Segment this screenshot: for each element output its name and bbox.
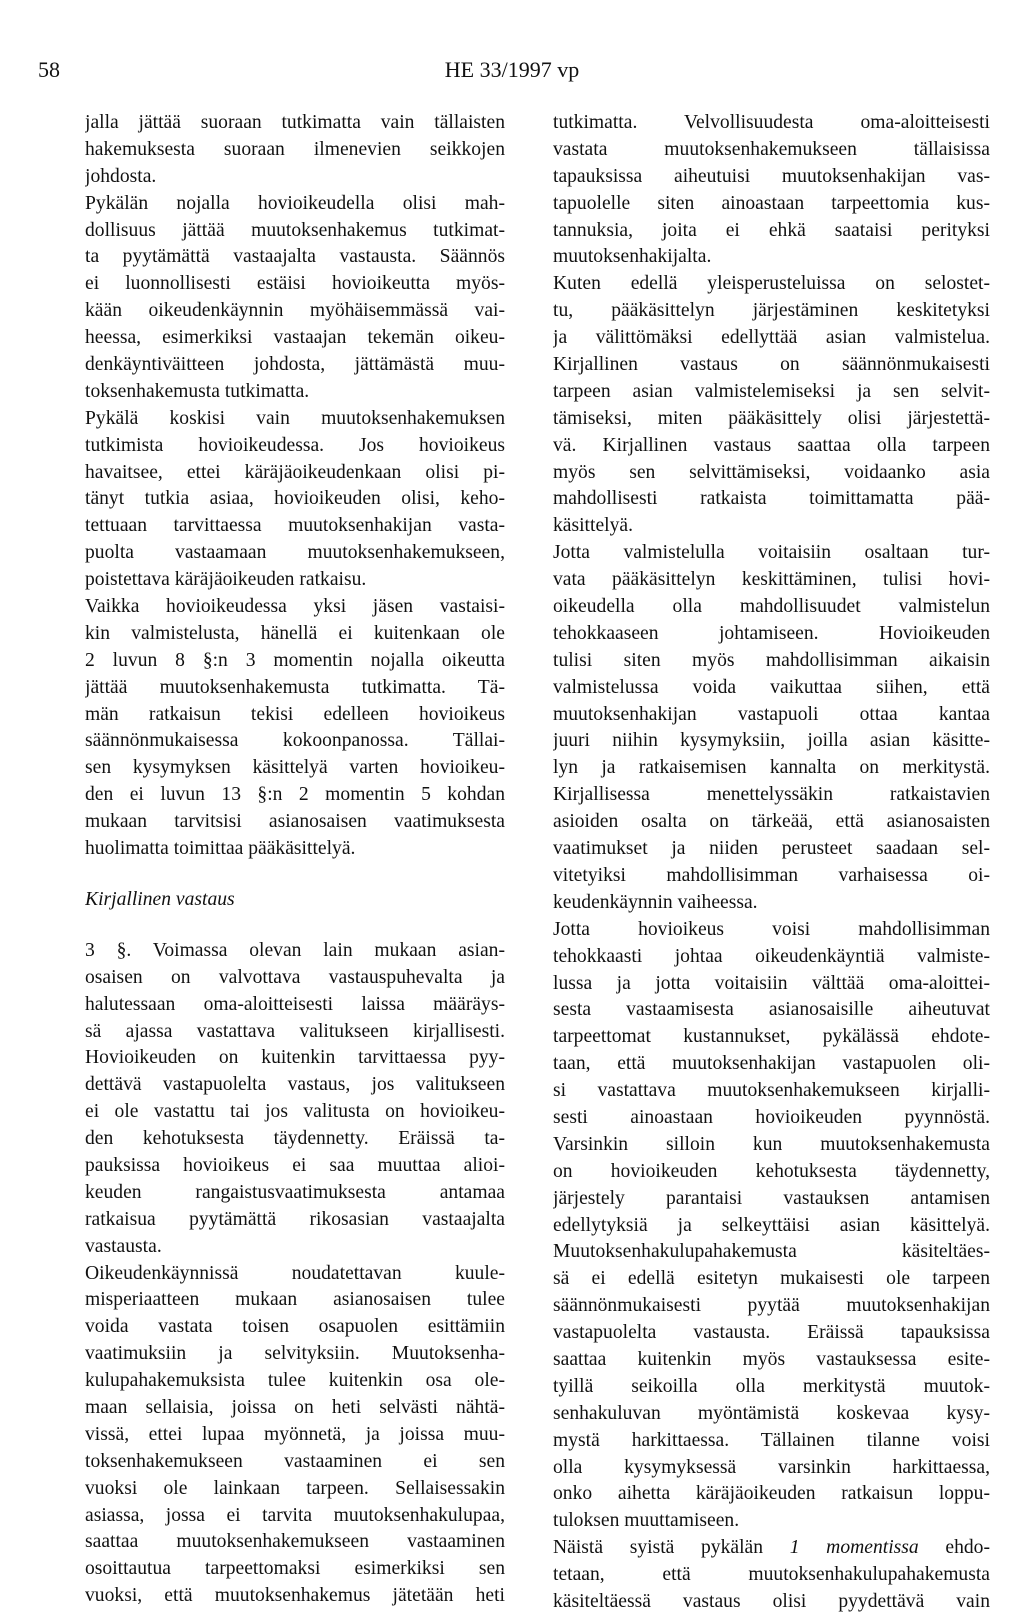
text-line: vä. Kirjallinen vastaus saattaa olla tarpeen (553, 434, 990, 456)
text-line: keuden rangaistusvaatimuksesta antamaa (85, 1181, 505, 1203)
text-line: den ei luvun 13 §:n 2 momentin 5 kohdan (85, 784, 505, 806)
text-line: vissä, ettei lupaa myönnetä, ja joissa muu- (85, 1423, 505, 1445)
text-line: Pykälän nojalla hovioikeudella olisi mah- (85, 192, 505, 214)
text-line: vaatimuksiin ja selvityksiin. Muutoksenha- (85, 1343, 505, 1365)
running-header: HE 33/1997 vp (444, 57, 580, 82)
section-heading: Kirjallinen vastaus (85, 888, 235, 910)
text-line: on hovioikeuden kehotuksesta täydennetty, (553, 1160, 990, 1182)
text-line: vuoksi ole lainkaan tarpeen. Sellaisessakin (85, 1477, 505, 1499)
text-line: Kirjallisessa menettelyssäkin ratkaistavien (553, 784, 990, 806)
text-line: tuloksen muuttamiseen. (553, 1510, 740, 1532)
text-line: mahdollisesti ratkaista toimittamatta pää- (553, 488, 990, 510)
text-line: valmistelussa voida vaikuttaa siihen, että (553, 676, 990, 698)
text-line: säännönmukaisesti pyytää muutoksenhakijan (553, 1295, 990, 1317)
text-line: vata pääkäsittelyn keskittäminen, tulisi hovi- (553, 569, 990, 591)
text-line: vitetyiksi mahdollisimman varhaisessa oi- (553, 864, 990, 886)
text-line: si vastattava muutoksenhakemukseen kirjalli- (553, 1080, 990, 1102)
paragraph-gap (85, 863, 505, 887)
text-span: Näistä syistä pykälän (553, 1537, 790, 1559)
text-line: osaisen on valvottava vastauspuhevalta ja (85, 966, 505, 988)
text-line: käsittelyä. (553, 515, 633, 537)
paragraph-gap (85, 914, 505, 938)
text-line: sesti ainoastaan hovioikeuden pyynnöstä. (553, 1106, 990, 1128)
text-line: keudenkäynnin vaiheessa. (553, 891, 758, 913)
text-line: tetaan, että muutoksenhakulupahakemusta (553, 1564, 990, 1586)
text-line: maan sellaisia, joissa on heti selvästi nähtä- (85, 1396, 505, 1418)
text-line: pauksissa hovioikeus ei saa muuttaa alioi- (85, 1154, 505, 1176)
text-line: tapuolelle siten ainoastaan tarpeettomia kus- (553, 192, 990, 214)
italic-span: 1 momentissa (789, 1537, 919, 1559)
text-line: johdosta. (85, 165, 157, 187)
text-line: tannuksia, joita ei ehkä saataisi perityksi (553, 219, 990, 241)
text-line: tu, pääkäsittelyn järjestäminen keskitetyksi (553, 300, 990, 322)
text-line: olla kysymyksessä varsinkin harkittaessa, (553, 1456, 990, 1478)
text-line: 3 §. Voimassa olevan lain mukaan asian- (85, 939, 505, 961)
text-line: tehokkaaseen johtamiseen. Hovioikeuden (553, 622, 990, 644)
right-column (553, 110, 990, 1616)
text-line: jalla jättää suoraan tutkimatta vain tällaisten (85, 112, 505, 133)
text-line: Vaikka hovioikeudessa yksi jäsen vastaisi- (85, 596, 505, 618)
left-column (85, 110, 505, 1610)
page-number: 58 (38, 57, 60, 82)
text-line: vastata muutoksenhakemukseen tällaisissa (553, 138, 990, 160)
text-line: Pykälä koskisi vain muutoksenhakemuksen (85, 407, 505, 429)
text-line: vastapuolelta vastausta. Eräissä tapauksissa (553, 1322, 990, 1344)
text-line: dettävä vastapuolelta vastaus, jos valitukseen (85, 1074, 505, 1096)
text-line: lyn ja ratkaisemisen kannalta on merkitystä. (553, 757, 990, 779)
text-line: toksenhakemukseen vastaaminen ei sen (85, 1450, 505, 1472)
text-line (553, 1535, 990, 1562)
text-line: ei luonnollisesti estäisi hovioikeutta myös- (85, 273, 505, 295)
text-line: ratkaisua pyytämättä rikosasian vastaajalta (85, 1208, 505, 1230)
text-line: tarpeettomat kustannukset, pykälässä ehdote- (553, 1026, 990, 1048)
text-line: muutoksenhakijan vastapuoli ottaa kantaa (553, 703, 990, 725)
text-line: saattaa muutoksenhakemukseen vastaaminen (85, 1531, 505, 1553)
text-line: vastausta. (85, 1235, 162, 1257)
text-line: halutessaan oma-aloitteisesti laissa määräys- (85, 993, 505, 1015)
text-line: onko aihetta käräjäoikeuden ratkaisun loppu- (553, 1483, 990, 1505)
text-line: Kuten edellä yleisperusteluissa on selostet- (553, 273, 990, 295)
text-line: juuri niihin kysymyksiin, joilla asian käsitte- (553, 730, 990, 752)
text-line: hakemuksesta suoraan ilmenevien seikkojen (85, 138, 505, 160)
text-line: sä ei edellä esitetyn mukaisesti ole tarpeen (553, 1268, 990, 1290)
text-line: kin valmistelusta, hänellä ei kuitenkaan ole (85, 622, 505, 644)
text-line: osoittautua tarpeettomaksi esimerkiksi sen (85, 1558, 505, 1580)
text-line: lussa ja jotta voitaisiin välttää oma-aloittei- (553, 972, 990, 994)
text-line: sesta vastaamisesta asianosaisille aiheutuvat (553, 999, 990, 1021)
text-line: taan, että muutoksenhakijan vastapuolen oli- (553, 1053, 990, 1075)
text-line: sä ajassa vastattava valitukseen kirjallisesti. (85, 1020, 505, 1042)
text-line: senhakuluvan myöntämistä koskevaa kysy- (553, 1402, 990, 1424)
text-line: järjestely parantaisi vastauksen antamisen (553, 1187, 990, 1209)
text-line: heessa, esimerkiksi vastaajan tekemän oikeu- (85, 327, 505, 349)
text-line: tehokkaasti johtaa oikeudenkäyntiä valmiste- (553, 945, 990, 967)
text-line: denkäyntiväitteen johdosta, jättämästä muu- (85, 354, 505, 376)
text-line: myös sen selvittämiseksi, voidaanko asia (553, 461, 990, 483)
text-line: Jotta hovioikeus voisi mahdollisimman (553, 918, 990, 940)
text-line: Hovioikeuden on kuitenkin tarvittaessa pyy- (85, 1047, 505, 1069)
text-line: tulisi siten myös mahdollisimman aikaisin (553, 649, 990, 671)
text-line: huolimatta toimittaa pääkäsittelyä. (85, 838, 356, 860)
text-line: voida vastata toisen osapuolen esittämiin (85, 1316, 505, 1338)
text-line: Jotta valmistelulla voitaisiin osaltaan tur- (553, 542, 990, 564)
text-line: puolta vastaamaan muutoksenhakemukseen, (85, 542, 505, 564)
text-line: ta pyytämättä vastaajalta vastausta. Säännös (85, 246, 505, 268)
text-line: dollisuus jättää muutoksenhakemus tutkimat- (85, 219, 505, 241)
text-line: män ratkaisun tekisi edelleen hovioikeus (85, 703, 505, 725)
text-line: mystä harkittaessa. Tällainen tilanne voisi (553, 1429, 990, 1451)
text-line: saattaa kuitenkin myös vastauksessa esite- (553, 1348, 990, 1370)
text-line: muutoksenhakijalta. (553, 246, 712, 268)
text-line: tutkimista hovioikeudessa. Jos hovioikeus (85, 434, 505, 456)
text-line: ja välittömäksi edellyttää asian valmistelua. (553, 327, 990, 349)
text-line: Kirjallinen vastaus on säännönmukaisesti (553, 354, 990, 376)
text-line: vaatimukset ja niiden perusteet saadaan sel- (553, 838, 990, 860)
text-line: misperiaatteen mukaan asianosaisen tulee (85, 1289, 505, 1311)
text-line: edellytyksiä ja selkeyttäisi asian käsittelyä. (553, 1214, 990, 1236)
text-line: asiassa, jossa ei tarvita muutoksenhakulupaa, (85, 1504, 505, 1526)
text-line: havaitsee, ettei käräjäoikeudenkaan olisi pi- (85, 461, 505, 483)
text-line: mukaan tarvitsisi asianosaisen vaatimuksesta (85, 811, 505, 833)
text-line: vuoksi, että muutoksenhakemus jätetään heti (85, 1585, 505, 1607)
text-line: kulupahakemuksista tulee kuitenkin osa ole- (85, 1370, 505, 1392)
text-line: Muutoksenhakulupahakemusta käsiteltäes- (553, 1241, 990, 1263)
text-line: tapauksissa aiheutuisi muutoksenhakijan vas- (553, 165, 990, 187)
text-line: oikeudella olla mahdollisuudet valmistelun (553, 596, 990, 618)
text-line: säännönmukaisessa kokoonpanossa. Tällai- (85, 730, 505, 752)
text-line: tyillä seikoilla olla merkitystä muutok- (553, 1375, 990, 1397)
text-line: poistettava käräjäoikeuden ratkaisu. (85, 569, 367, 591)
text-line: tämiseksi, miten pääkäsittely olisi järjestettä- (553, 407, 990, 429)
text-line: toksenhakemusta tutkimatta. (85, 380, 310, 402)
text-span: ehdo- (918, 1537, 990, 1559)
text-line: sen kysymyksen käsittelyä varten hovioikeu- (85, 757, 505, 779)
text-line: asioiden osalta on tärkeää, että asianosaisten (553, 811, 990, 833)
text-line: Varsinkin silloin kun muutoksenhakemusta (553, 1133, 990, 1155)
text-line: Oikeudenkäynnissä noudatettavan kuule- (85, 1262, 505, 1284)
text-line: käsiteltäessä vastaus olisi pyydettävä vain (553, 1590, 990, 1612)
text-line: kään oikeudenkäynnin myöhäisemmässä vai- (85, 300, 505, 322)
text-line: den kehotuksesta täydennetty. Eräissä ta- (85, 1128, 505, 1150)
text-line: tarpeen asian valmistelemiseksi ja sen selvit- (553, 380, 990, 402)
text-line: 2 luvun 8 §:n 3 momentin nojalla oikeutta (85, 649, 505, 671)
text-line: tettuaan tarvittaessa muutoksenhakijan vasta- (85, 515, 505, 537)
text-line: jättää muutoksenhakemusta tutkimatta. Tä- (85, 676, 505, 698)
text-line: ei ole vastattu tai jos valitusta on hovioikeu- (85, 1101, 505, 1123)
text-line: tutkimatta. Velvollisuudesta oma-aloitteisesti (553, 112, 990, 133)
text-line: tänyt tutkia asiaa, hovioikeuden olisi, keho- (85, 488, 505, 510)
